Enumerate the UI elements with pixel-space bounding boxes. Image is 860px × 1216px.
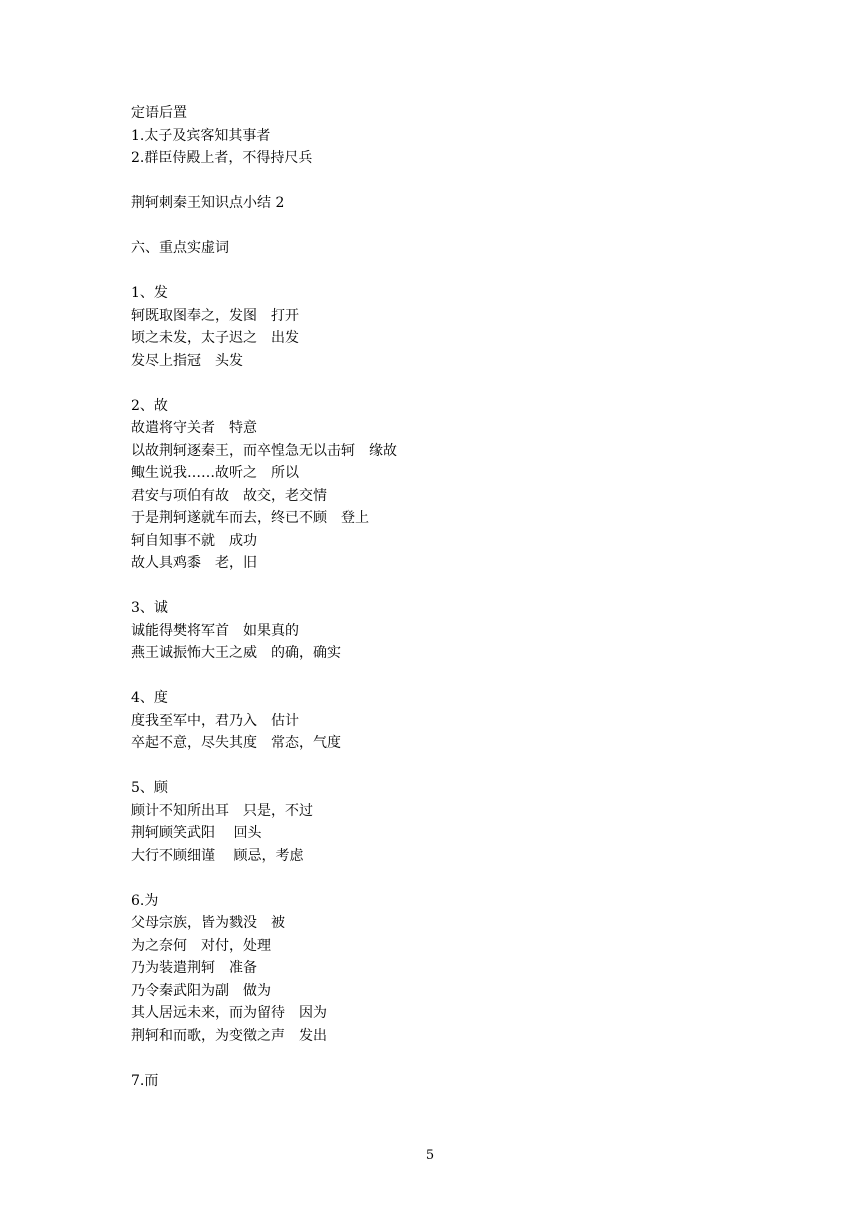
text-line: 荆轲刺秦王知识点小结 2 (131, 195, 285, 211)
document-body (131, 102, 771, 1092)
text-line: 其人居远未来，而为留待 因为 (131, 1005, 327, 1021)
text-line: 度我至军中，君乃入 估计 (131, 712, 299, 729)
text-line: 2.群臣侍殿上者，不得持尺兵 (131, 150, 313, 166)
text-line: 轲自知事不就 成功 (131, 532, 257, 549)
text-line: 于是荆轲遂就车而去，终已不顾 登上 (131, 510, 369, 526)
text-line: 以故荆轲逐秦王，而卒惶急无以击轲 缘故 (131, 442, 397, 459)
text-line: 六、重点实虚词 (131, 240, 229, 256)
blank-line (131, 665, 771, 688)
text-line: 卒起不意，尽失其度 常态，气度 (131, 735, 341, 751)
text-line: 1.太子及宾客知其事者 (131, 127, 271, 144)
text-line: 5、顾 (131, 780, 168, 796)
text-line: 诚能得樊将军首 如果真的 (131, 622, 299, 639)
blank-line (131, 170, 771, 193)
text-line: 7.而 (131, 1072, 159, 1089)
page-number: 5 (425, 1148, 435, 1163)
text-line: 故人具鸡黍 老，旧 (131, 555, 257, 571)
text-line: 定语后置 (131, 105, 187, 121)
text-line: 4、度 (131, 690, 168, 706)
blank-line (131, 260, 771, 283)
blank-line (131, 372, 771, 395)
text-line: 乃令秦武阳为副 做为 (131, 982, 271, 999)
text-line: 鲰生说我……故听之 所以 (131, 465, 299, 481)
text-line: 荆轲顾笑武阳 回头 (131, 825, 262, 841)
blank-line (131, 867, 771, 890)
text-line: 燕王诚振怖大王之威 的确，确实 (131, 645, 341, 661)
text-line: 顷之未发，太子迟之 出发 (131, 330, 299, 346)
text-line: 为之奈何 对付，处理 (131, 937, 271, 954)
text-line: 发尽上指冠 头发 (131, 352, 243, 369)
text-line: 顾计不知所出耳 只是，不过 (131, 802, 313, 819)
text-line: 乃为装遣荆轲 准备 (131, 960, 257, 976)
text-line: 轲既取图奉之，发图 打开 (131, 307, 299, 324)
blank-line (131, 1047, 771, 1070)
text-line: 1、发 (131, 285, 168, 301)
text-line: 荆轲和而歌，为变徵之声 发出 (131, 1027, 327, 1044)
blank-line (131, 575, 771, 598)
text-line: 故遣将守关者 特意 (131, 420, 257, 436)
text-line: 6.为 (131, 892, 159, 909)
text-line: 2、故 (131, 397, 168, 414)
text-line: 3、诚 (131, 600, 168, 616)
text-line: 大行不顾细谨 顾忌，考虑 (131, 847, 304, 864)
text-line: 父母宗族，皆为戮没 被 (131, 915, 285, 931)
blank-line (131, 215, 771, 238)
blank-line (131, 755, 771, 778)
text-line: 君安与项伯有故 故交，老交情 (131, 487, 327, 504)
